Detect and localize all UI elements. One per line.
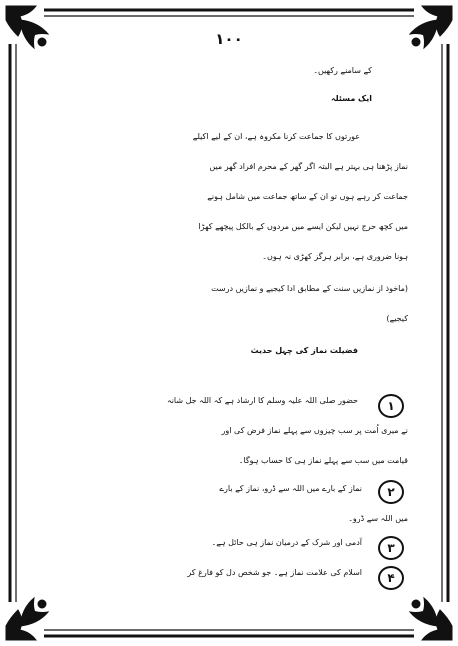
section-heading: فضیلت نماز کی چہل حدیث <box>250 346 358 355</box>
text-line: نماز کے بارے میں اللہ سے ڈرو، نماز کے بارے <box>219 484 362 493</box>
text-line: ہونا ضروری ہے، برابر ہرگز کھڑی نہ ہوں۔ <box>262 252 408 261</box>
page-number: ۱۰۰ <box>215 30 243 48</box>
text-line: نے میری اُمت پر سب چیزوں سے پہلے نماز فرض کی اور <box>221 426 408 435</box>
item-number: ۴ <box>378 566 404 590</box>
text-line: (ماخوذ از نمازیں سنت کے مطابق ادا کیجیے و نمازیں درست <box>211 284 408 293</box>
text-line: حضور صلی اللہ علیہ وسلم کا ارشاد ہے کہ اللہ جل شانہ <box>167 396 358 405</box>
item-number: ۲ <box>378 480 404 504</box>
text-line: میں کچھ حرج نہیں لیکن ایسے میں مردوں کے بالکل پیچھے کھڑا <box>198 222 408 231</box>
text-line: جماعت کر رہے ہوں تو ان کے ساتھ جماعت میں شامل ہونے <box>207 192 408 201</box>
text-line: قیامت میں سب سے پہلے نماز ہی کا حساب ہوگا۔ <box>238 456 408 465</box>
text-line: عورتوں کا جماعت کرنا مکروہ ہے، ان کے لیے اکیلے <box>192 132 360 141</box>
item-number: ۳ <box>378 536 404 560</box>
text-line: کے سامنے رکھیں۔ <box>313 66 372 75</box>
text-line: نماز پڑھنا ہی بہتر ہے البتہ اگر گھر کے محرم افراد گھر میں <box>209 162 408 171</box>
text-line: میں اللہ سے ڈرو۔ <box>348 514 408 523</box>
section-heading: ایک مسئلہ <box>330 94 372 103</box>
item-number: ۱ <box>378 394 404 418</box>
text-line: کیجیے) <box>386 314 408 323</box>
text-line: اسلام کی علامت نماز ہے۔ جو شخص دل کو فارغ کر <box>187 568 362 577</box>
text-line: آدمی اور شرک کے درمیان نماز ہی حائل ہے۔ <box>211 538 362 547</box>
